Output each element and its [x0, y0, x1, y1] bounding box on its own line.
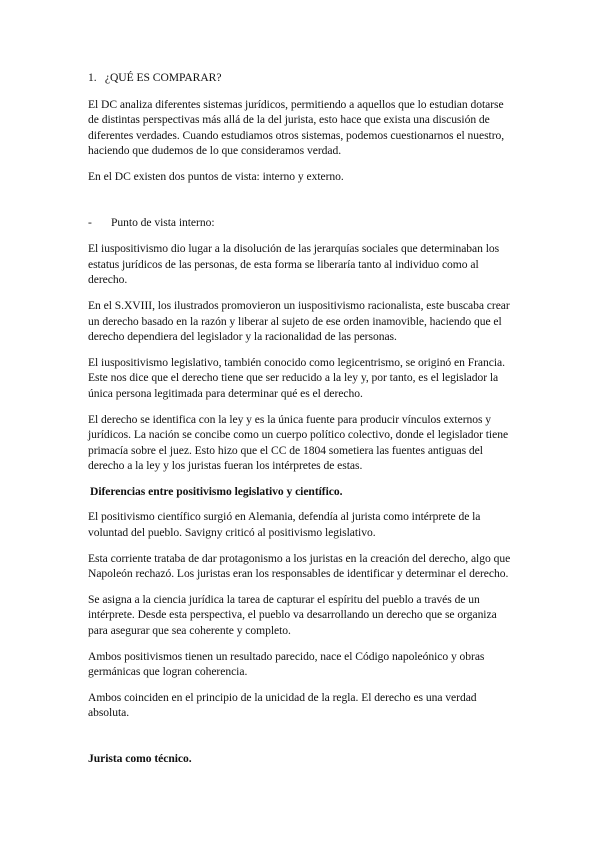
difference-paragraph-5: Ambos coinciden en el principio de la unicidad de la regla. El derecho es una verdad absoluta.	[88, 690, 477, 720]
internal-paragraph-3: El iuspositivismo legislativo, también conocido como legicentrismo, se originó en Francia. Este nos dice que el derecho tiene que ser reducido a la ley y, por tanto, es el legislador la única persona legitimada para determinar qué es el derecho.	[88, 355, 505, 400]
intro-paragraph-2: En el DC existen dos puntos de vista: interno y externo.	[88, 169, 344, 183]
difference-paragraph-3: Se asigna a la ciencia jurídica la tarea de capturar el espíritu del pueblo a través de un intérprete. Desde esta perspectiva, el pueblo va desarrollando un derecho que se organiza para asegurar que sea coherente y completo.	[88, 592, 497, 638]
difference-paragraph-2: Esta corriente trataba de dar protagonismo a los juristas en la creación del derecho, algo que Napoleón rechazó. Los juristas eran los responsables de identificar y determinar el derecho.	[88, 551, 511, 581]
section-number: 1.	[88, 71, 97, 84]
section-heading	[88, 70, 511, 86]
intro-paragraph-1: El DC analiza diferentes sistemas jurídicos, permitiendo a aquellos que lo estudian dotarse de distintas perspectivas más allá de la del jurista, esto hace que exista una discusión de diferentes verdades. Cuando estudiamos otros sistemas, podemos cuestionarnos el nuestro, haciendo que dudemos de lo que consideramos verdad.	[88, 97, 505, 158]
spacer	[88, 195, 511, 215]
bullet-dash: -	[88, 215, 92, 229]
bullet-text: Punto de vista interno:	[111, 215, 215, 229]
internal-paragraph-1: El iuspositivismo dio lugar a la disolución de las jerarquías sociales que determinaban los estatus jurídicos de las personas, de esta forma se liberaría tanto al individuo como al derecho.	[88, 242, 500, 287]
heading-jurista-tecnico: Jurista como técnico.	[88, 752, 192, 765]
bullet-item	[88, 215, 511, 231]
subheading-differences: Diferencias entre positivismo legislativo y científico.	[90, 484, 343, 498]
internal-paragraph-2: En el S.XVIII, los ilustrados promovieron un iuspositivismo racionalista, este buscaba crear un derecho basado en la razón y liberar al sujeto de ese orden inamovible, haciendo que el derecho dependiera del legislador y la racionalidad de las personas.	[88, 298, 510, 344]
internal-paragraph-4: El derecho se identifica con la ley y es la única fuente para producir vínculos externos y jurídicos. La nación se concibe como un cuerpo político colectivo, donde el legislador tiene primacía sobre el juez. Esto hizo que el CC de 1804 sometiera las fuentes antiguas del derecho a la ley y los juristas fueran los intérpretes de estas.	[88, 412, 509, 473]
difference-paragraph-1: El positivismo científico surgió en Alemania, defendía al jurista como intérprete de la voluntad del pueblo. Savigny criticó al positivismo legislativo.	[88, 510, 481, 540]
difference-paragraph-4: Ambos positivismos tienen un resultado parecido, nace el Código napoleónico y obras germánicas que logran coherencia.	[88, 649, 485, 679]
section-title: ¿QUÉ ES COMPARAR?	[104, 71, 222, 84]
